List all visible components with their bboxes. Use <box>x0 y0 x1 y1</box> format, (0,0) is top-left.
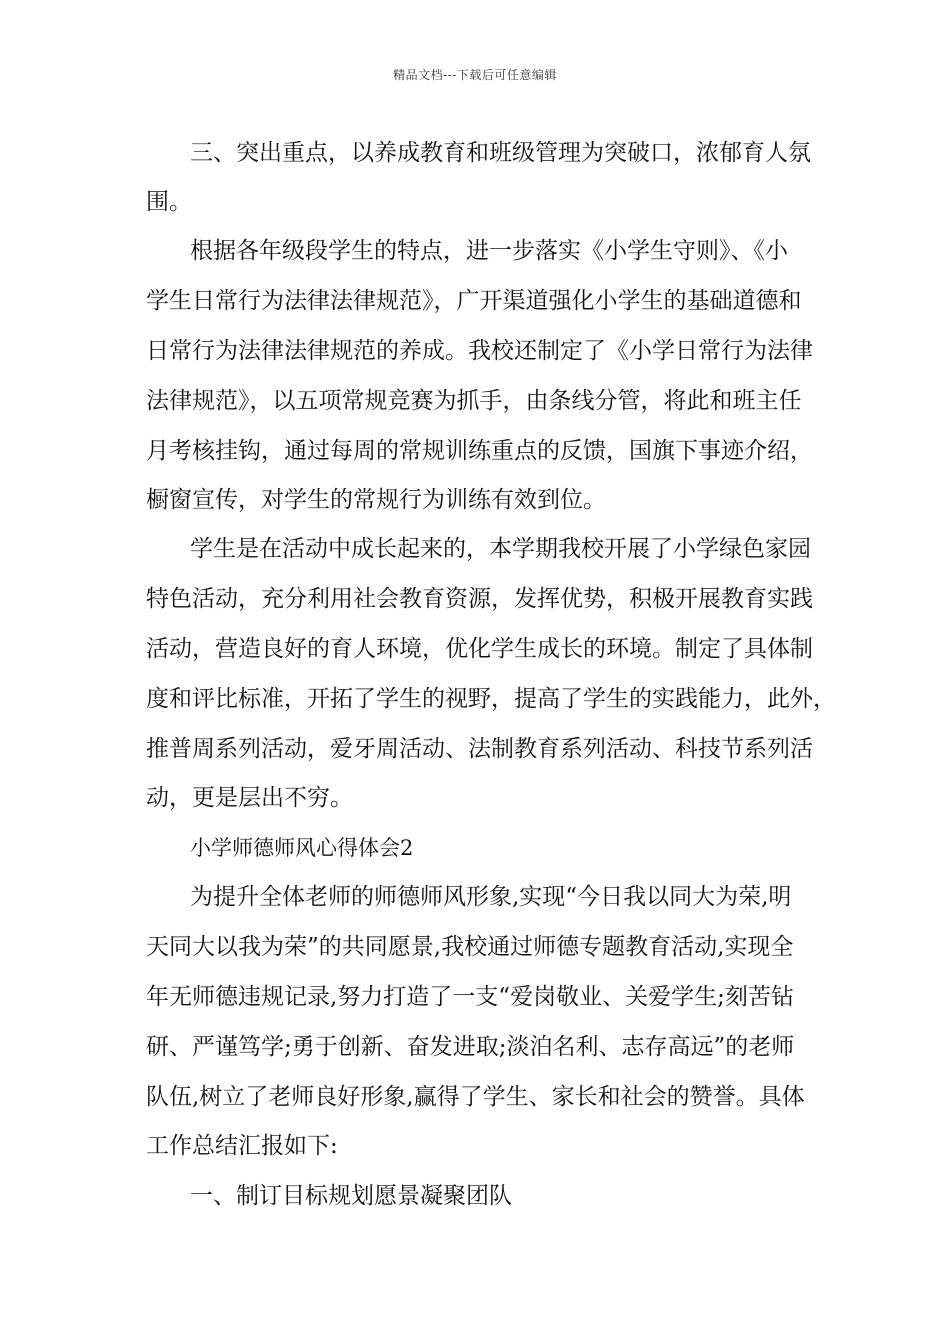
text-line: 根据各年级段学生的特点，进一步落实《小学生守则》、《小 <box>190 238 788 264</box>
text-line: 年无师德违规记录,努力打造了一支“爱岗敬业、关爱学生;刻苦钻 <box>146 984 794 1010</box>
text-line: 推普周系列活动，爱牙周活动、法制教育系列活动、科技节系列活 <box>146 736 813 762</box>
text-line: 学生是在活动中成长起来的，本学期我校开展了小学绿色家园 <box>190 536 811 562</box>
text-line: 为提升全体老师的师德师风形象,实现“今日我以同大为荣,明 <box>190 884 792 910</box>
text-line: 学生日常行为法律法律规范》，广开渠道强化小学生的基础道德和 <box>146 288 802 314</box>
page-header: 精品文档---下载后可任意编辑 <box>393 68 557 82</box>
text-line: 队伍,树立了老师良好形象,赢得了学生、家长和社会的赞誉。具体 <box>146 1084 805 1110</box>
text-line: 围。 <box>146 189 192 215</box>
text-line: 活动，营造良好的育人环境，优化学生成长的环境。制定了具体制 <box>146 636 813 662</box>
text-line: 工作总结汇报如下: <box>146 1133 338 1159</box>
text-line: 研、严谨笃学;勇于创新、奋发进取;淡泊名利、志存高远”的老师 <box>146 1034 795 1060</box>
text-line: 橱窗宣传，对学生的常规行为训练有效到位。 <box>146 487 606 513</box>
text-line: 动，更是层出不穷。 <box>146 785 353 811</box>
text-line: 日常行为法律法律规范的养成。我校还制定了《小学日常行为法律 <box>146 338 813 364</box>
text-line: 一、制订目标规划愿景凝聚团队 <box>190 1183 512 1209</box>
text-line: 三、突出重点，以养成教育和班级管理为突破口，浓郁育人氛 <box>190 140 811 166</box>
text-line: 月考核挂钩，通过每周的常规训练重点的反馈，国旗下事迹介绍， <box>146 438 813 464</box>
text-line: 度和评比标准，开拓了学生的视野，提高了学生的实践能力，此外， <box>146 686 836 712</box>
text-line: 天同大以我为荣”的共同愿景,我校通过师德专题教育活动,实现全 <box>146 934 794 960</box>
text-line: 特色活动，充分利用社会教育资源，发挥优势，积极开展教育实践 <box>146 586 813 612</box>
text-line: 法律规范》，以五项常规竞赛为抓手，由条线分管，将此和班主任 <box>146 388 802 414</box>
section-heading: 小学师德师风心得体会2 <box>190 836 414 860</box>
